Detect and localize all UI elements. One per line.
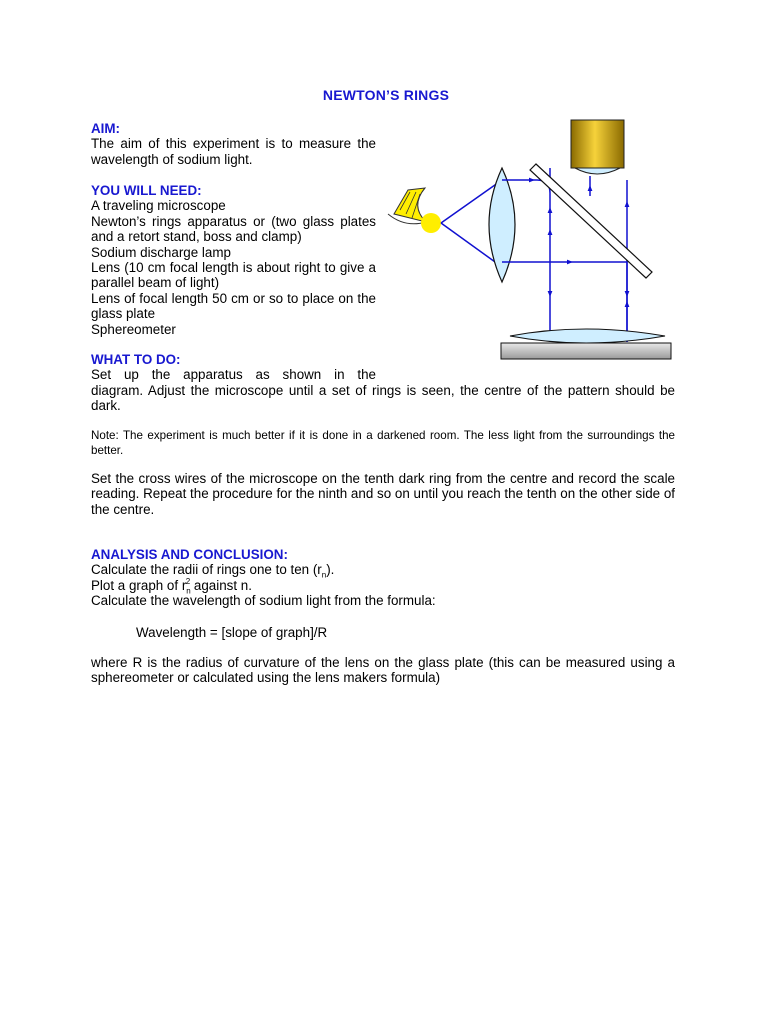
todo-intro-first-line: Set up the apparatus as shown in the xyxy=(91,367,376,383)
aim-section xyxy=(91,121,376,167)
todo-heading: WHAT TO DO: xyxy=(91,352,181,367)
sodium-lamp-icon xyxy=(388,188,441,233)
equipment-item: Lens of focal length 50 cm or so to place on the glass plate xyxy=(91,290,376,322)
equipment-item: A traveling microscope xyxy=(91,198,226,214)
glass-plate-icon xyxy=(501,343,671,359)
closing-text: where R is the radius of curvature of the lens on the glass plate (this can be measured using a sphereometer or calculated using the lens makers formula) xyxy=(91,655,675,686)
newtons-rings-diagram xyxy=(380,110,680,368)
equipment-item: Sphereometer xyxy=(91,321,176,337)
equipment-item: Sodium discharge lamp xyxy=(91,244,231,260)
todo-heading-block xyxy=(91,352,376,383)
microscope-objective-icon xyxy=(571,120,624,174)
beam-splitter-icon xyxy=(530,164,652,278)
equipment-heading: YOU WILL NEED: xyxy=(91,183,202,198)
page-title: NEWTON’S RINGS xyxy=(322,87,450,103)
aim-text: The aim of this experiment is to measure the wavelength of sodium light. xyxy=(91,136,376,167)
analysis-line-2: Plot a graph of $r_n^2$ against n. xyxy=(91,577,252,596)
note-text: Note: The experiment is much better if it is done in a darkened room. The less light from the surroundings the better. xyxy=(91,429,675,457)
todo-intro-rest: diagram. Adjust the microscope until a set of rings is seen, the centre of the pattern should be dark. xyxy=(91,383,675,414)
equipment-section xyxy=(91,183,376,337)
procedure-text: Set the cross wires of the microscope on the tenth dark ring from the centre and record the scale reading. Repeat the procedure for the ninth and so on until you reach the tenth on the other side of the centre. xyxy=(91,471,675,517)
formula: Wavelength = [slope of graph]/R xyxy=(136,625,328,640)
ring-lens-icon xyxy=(510,329,665,343)
analysis-heading: ANALYSIS AND CONCLUSION: xyxy=(91,547,288,562)
analysis-line-3: Calculate the wavelength of sodium light from the formula: xyxy=(91,593,436,609)
equipment-item: Newton’s rings apparatus or (two glass plates and a retort stand, boss and clamp) xyxy=(91,213,376,245)
analysis-line-1: Calculate the radii of rings one to ten $(r_n)$. xyxy=(91,562,335,581)
aim-heading: AIM: xyxy=(91,121,121,136)
analysis-section xyxy=(91,547,675,609)
lens-icon xyxy=(489,168,515,282)
equipment-item: Lens (10 cm focal length is about right to give a parallel beam of light) xyxy=(91,260,376,291)
